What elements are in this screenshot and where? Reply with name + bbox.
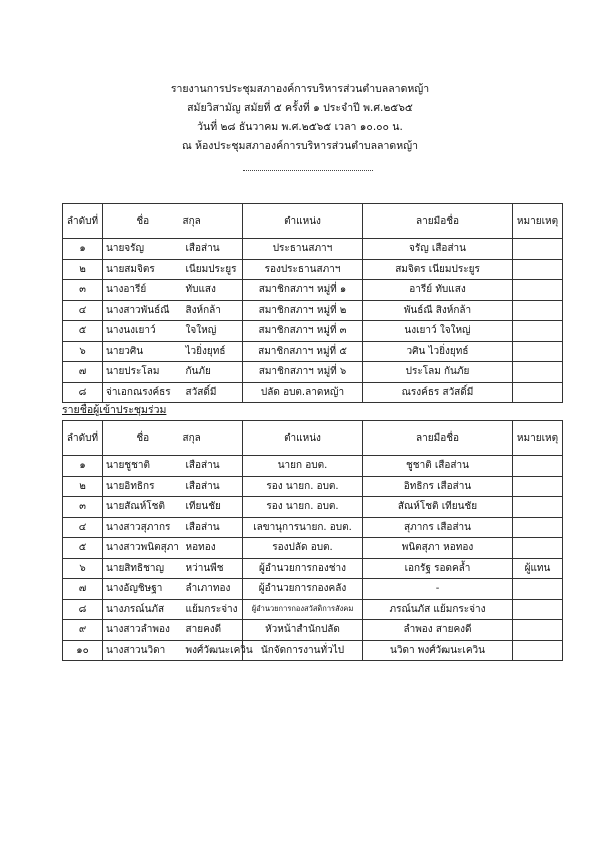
position: เลขานุการนายก. อบต.: [243, 517, 363, 538]
col-remark: หมายเหตุ: [513, 204, 563, 239]
position: สมาชิกสภาฯ หมู่ที่ ๖: [243, 362, 363, 383]
table-row: [63, 558, 563, 579]
surname: สายคงดี: [183, 620, 243, 641]
signature: วศิน ไวยิ่งยุทธ์: [363, 341, 513, 362]
col-remark: หมายเหตุ: [513, 421, 563, 456]
venue-line: ณ ห้องประชุมสภาองค์การบริหารส่วนตำบลลาดหญ้า: [182, 140, 418, 152]
row-number: ๗: [63, 362, 103, 383]
signature: ลำพอง สายคงดี: [363, 620, 513, 641]
signature: พันธ์ณี สิงห์กล้า: [363, 300, 513, 321]
signature: นงเยาว์ ใจใหญ่: [363, 321, 513, 342]
surname: เสือส่าน: [183, 476, 243, 497]
col-no: ลำดับที่: [63, 421, 103, 456]
col-position: ตำแหน่ง: [243, 204, 363, 239]
first-name: นางสาวสุภากร: [103, 517, 183, 538]
remark: [513, 476, 563, 497]
position: นักจัดการงานทั่วไป: [243, 640, 363, 661]
remark: [513, 341, 563, 362]
remark: [513, 280, 563, 301]
col-surname: สกุล: [183, 421, 243, 456]
row-number: ๑: [63, 239, 103, 260]
signature: ณรงค์ธร สวัสดิ์มี: [363, 382, 513, 403]
surname: ใจใหญ่: [183, 321, 243, 342]
signature: สัณห์โชติ เทียนชัย: [363, 497, 513, 518]
row-number: ๙: [63, 620, 103, 641]
row-number: ๓: [63, 280, 103, 301]
table-row: [63, 239, 563, 260]
table-row: [63, 579, 563, 600]
row-number: ๖: [63, 558, 103, 579]
session-line: สมัยวิสามัญ สมัยที่ ๕ ครั้งที่ ๑ ประจำปี พ.ศ.๒๕๖๕: [187, 102, 413, 114]
surname: ไวยิ่งยุทธ์: [183, 341, 243, 362]
col-surname: สกุล: [183, 204, 243, 239]
position: สมาชิกสภาฯ หมู่ที่ ๒: [243, 300, 363, 321]
signature: สุภากร เสือส่าน: [363, 517, 513, 538]
signature: นวิดา พงศ์วัฒนะเควิน: [363, 640, 513, 661]
position: รองประธานสภาฯ: [243, 259, 363, 280]
position: สมาชิกสภาฯ หมู่ที่ ๑: [243, 280, 363, 301]
table-row: [63, 640, 563, 661]
row-number: ๑: [63, 456, 103, 477]
col-signature: ลายมือชื่อ: [363, 421, 513, 456]
attendees-table-header: [63, 421, 563, 456]
row-number: ๕: [63, 538, 103, 559]
remark: [513, 620, 563, 641]
position: รอง นายก. อบต.: [243, 476, 363, 497]
first-name: นางสาวพันธ์ณี: [103, 300, 183, 321]
first-name: นางภรณ์นภัส: [103, 599, 183, 620]
first-name: นายประโลม: [103, 362, 183, 383]
row-number: ๔: [63, 300, 103, 321]
first-name: นางสาวพนิตสุภา: [103, 538, 183, 559]
remark: [513, 599, 563, 620]
table-row: [63, 538, 563, 559]
position: สมาชิกสภาฯ หมู่ที่ ๓: [243, 321, 363, 342]
surname: ทับแสง: [183, 280, 243, 301]
attendees-section-title: รายชื่อผู้เข้าประชุมร่วม: [62, 404, 167, 416]
position: นายก อบต.: [243, 456, 363, 477]
remark: [513, 538, 563, 559]
col-no: ลำดับที่: [63, 204, 103, 239]
remark: [513, 517, 563, 538]
table-row: [63, 382, 563, 403]
position: ผู้อำนวยการกองสวัสดิการสังคม: [243, 599, 363, 620]
surname: พงศ์วัฒนะเควิน: [183, 640, 243, 661]
col-signature: ลายมือชื่อ: [363, 204, 513, 239]
first-name: นายสมจิตร: [103, 259, 183, 280]
surname: แย้มกระจ่าง: [183, 599, 243, 620]
remark: [513, 497, 563, 518]
table-row: [63, 300, 563, 321]
date-time-line: วันที่ ๒๘ ธันวาคม พ.ศ.๒๕๖๕ เวลา ๑๐.๐๐ น.: [197, 121, 403, 133]
first-name: นายวศิน: [103, 341, 183, 362]
position: หัวหน้าสำนักปลัด: [243, 620, 363, 641]
remark: [513, 456, 563, 477]
position: สมาชิกสภาฯ หมู่ที่ ๕: [243, 341, 363, 362]
position: รองปลัด อบต.: [243, 538, 363, 559]
row-number: ๘: [63, 599, 103, 620]
members-table-header: [63, 204, 563, 239]
first-name: นางสาวนวิดา: [103, 640, 183, 661]
surname: หอทอง: [183, 538, 243, 559]
position: รอง นายก. อบต.: [243, 497, 363, 518]
row-number: ๖: [63, 341, 103, 362]
signature: ประโลม กันภัย: [363, 362, 513, 383]
first-name: นางสาวลำพอง: [103, 620, 183, 641]
surname: สิงห์กล้า: [183, 300, 243, 321]
table-row: [63, 476, 563, 497]
row-number: ๗: [63, 579, 103, 600]
position: ประธานสภาฯ: [243, 239, 363, 260]
first-name: นายสิทธิชาญ: [103, 558, 183, 579]
remark: [513, 259, 563, 280]
surname: กันภัย: [183, 362, 243, 383]
signature: ชูชาติ เสือส่าน: [363, 456, 513, 477]
surname: เสือส่าน: [183, 239, 243, 260]
remark: [513, 579, 563, 600]
attendees-table: [62, 420, 563, 661]
remark: [513, 239, 563, 260]
remark: [513, 362, 563, 383]
first-name: นางนงเยาว์: [103, 321, 183, 342]
signature: -: [363, 579, 513, 600]
surname: เสือส่าน: [183, 517, 243, 538]
signature: อารีย์ ทับแสง: [363, 280, 513, 301]
col-name: ชื่อ: [103, 421, 183, 456]
report-title: รายงานการประชุมสภาองค์การบริหารส่วนตำบลลาดหญ้า: [170, 83, 430, 95]
row-number: ๕: [63, 321, 103, 342]
signature: สมจิตร เนียมประยูร: [363, 259, 513, 280]
remark: ผู้แทน: [513, 558, 563, 579]
row-number: ๑๐: [63, 640, 103, 661]
first-name: จ่าเอกณรงค์ธร: [103, 382, 183, 403]
row-number: ๘: [63, 382, 103, 403]
first-name: นายจรัญ: [103, 239, 183, 260]
position: ปลัด อบต.ลาดหญ้า: [243, 382, 363, 403]
row-number: ๒: [63, 259, 103, 280]
document-header: [0, 80, 600, 156]
remark: [513, 382, 563, 403]
table-row: [63, 620, 563, 641]
remark: [513, 321, 563, 342]
col-name: ชื่อ: [103, 204, 183, 239]
position: ผู้อำนวยการกองช่าง: [243, 558, 363, 579]
col-position: ตำแหน่ง: [243, 421, 363, 456]
table-row: [63, 517, 563, 538]
members-table: [62, 203, 563, 403]
surname: เทียนชัย: [183, 497, 243, 518]
table-row: [63, 362, 563, 383]
surname: เสือส่าน: [183, 456, 243, 477]
surname: หว่านพืช: [183, 558, 243, 579]
signature: จรัญ เสือส่าน: [363, 239, 513, 260]
signature: อิทธิกร เสือส่าน: [363, 476, 513, 497]
row-number: ๔: [63, 517, 103, 538]
table-row: [63, 341, 563, 362]
first-name: นายชูชาติ: [103, 456, 183, 477]
table-row: [63, 321, 563, 342]
table-row: [63, 599, 563, 620]
table-row: [63, 280, 563, 301]
surname: ลำเภาทอง: [183, 579, 243, 600]
row-number: ๒: [63, 476, 103, 497]
table-row: [63, 497, 563, 518]
surname: เนียมประยูร: [183, 259, 243, 280]
table-row: [63, 259, 563, 280]
position: ผู้อำนวยการกองคลัง: [243, 579, 363, 600]
first-name: นายสัณห์โชติ: [103, 497, 183, 518]
remark: [513, 300, 563, 321]
row-number: ๓: [63, 497, 103, 518]
signature: พนิตสุภา หอทอง: [363, 538, 513, 559]
first-name: นางอารีย์: [103, 280, 183, 301]
signature: เอกรัฐ รอดคล้ำ: [363, 558, 513, 579]
first-name: นางอัญชิษฐา: [103, 579, 183, 600]
dotted-divider: [243, 170, 373, 172]
remark: [513, 640, 563, 661]
surname: สวัสดิ์มี: [183, 382, 243, 403]
table-row: [63, 456, 563, 477]
first-name: นายอิทธิกร: [103, 476, 183, 497]
signature: ภรณ์นภัส แย้มกระจ่าง: [363, 599, 513, 620]
